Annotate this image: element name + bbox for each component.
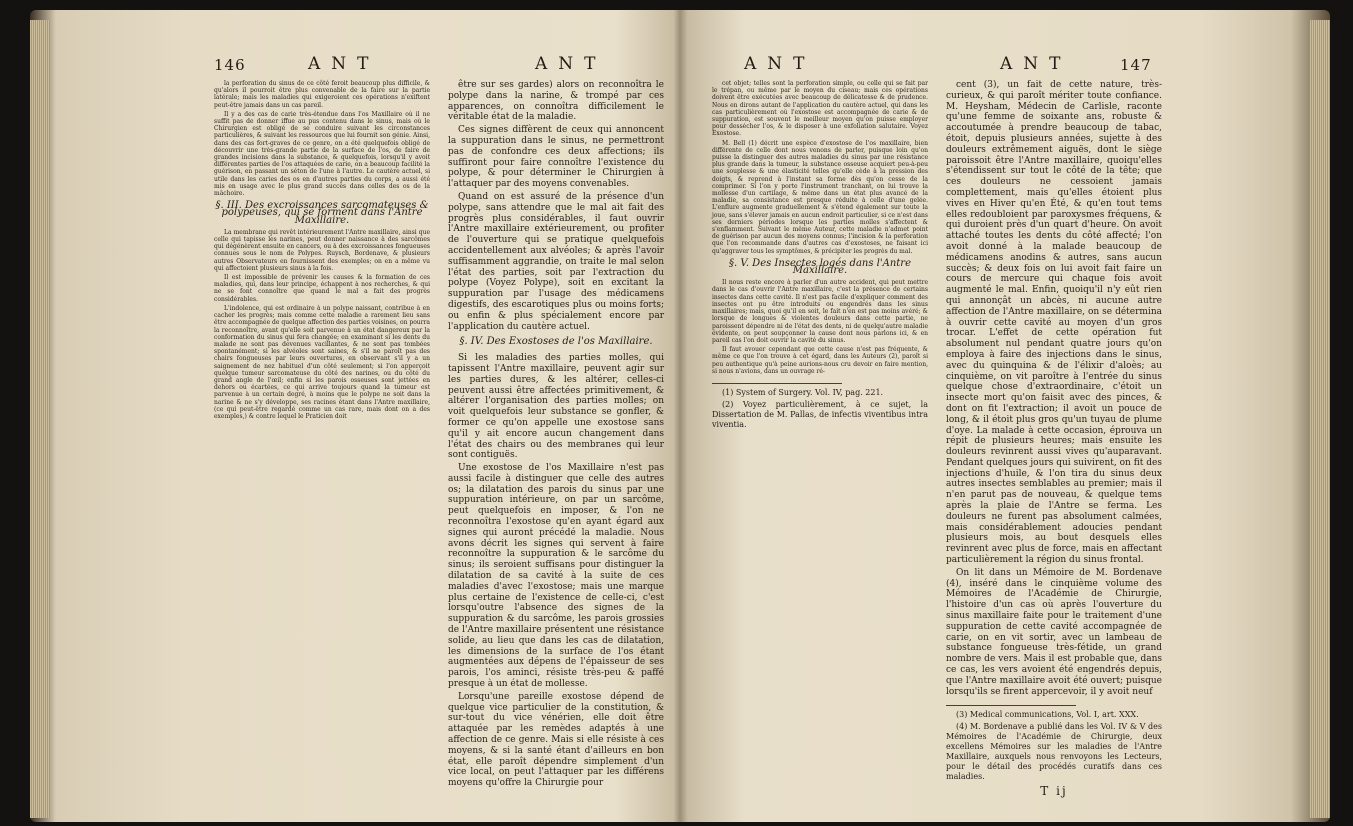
paragraph: Une exostose de l'os Maxillaire n'est pas aussi facile à distinguer que celle des autres os; la dilatation des parois du sinus par une suppuration intérieure, on par un sarcôme, peut quelquefois en imposer, & l'on ne reconnoîtra l'exostose qu'en ayant égard aux signes qui auront précédé la maladie. Nous avons décrit les signes qui servent à faire reconnoître la suppuration & le sarcôme du sinus; ils seroient suffisans pour distinguer la dilatation de sa cavité à la suite de ces maladies d'avec l'exostose; mais une marque plus certaine de l'existence de celle-ci, c'est lorsqu'outre l'absence des signes de la suppuration & du sarcôme, les parois grossies de l'Antre maxillaire présentent une résistance solide, au lieu que dans les cas de dilatation, les dimensions de la surface de l'os étant augmentées aux dépens de l'épaisseur de ses parois, l'os aminci, résiste très-peu & paffé presque à un état de mollesse. <box>448 463 664 690</box>
right-column-1 <box>712 80 928 797</box>
right-column-2 <box>946 80 1162 797</box>
paragraph: M. Bell (1) décrit une espèce d'exostose de l'os maxillaire, bien différente de celle dont nous venons de parler, puisque loin qu'on puisse la distinguer des autres maladies du sinus par une résistance plus grande dans la tumeur, la substance osseuse acquiert peu-à-peu une souplesse & une élasticité telles qu'elle cède à la pression des doigts, & reprend à l'instant sa forme dès qu'on cesse de la comprimer. Si l'on y porte l'instrument tranchant, on lui trouve la mollesse d'un cartilage, & même dans un état plus avancé de la maladie, sa consistance est presque réduite à celle d'une gelée. L'enflure augmente graduellement & s'étend également sur toute la joue, sans s'élever jamais en aucun endroit particulier, si ce n'est dans ses derniers périodes lorsque les parties molles s'affectent & s'enflamment. Suivant le même Auteur, cette maladie n'admet point de guérison par aucun des moyens connus; l'incision & la perforation que l'on recommande dans d'autres cas d'exostoses, ne faisant ici qu'aggraver tous les symptômes, & précipiter les progrès du mal. <box>712 139 928 255</box>
book-spread <box>30 10 1330 822</box>
left-running-head-2: ANT <box>535 54 607 74</box>
paragraph: Quand on est assuré de la présence d'un polype, sans attendre que le mal ait fait des progrès plus considérables, il faut ouvrir l'Antre maxillaire extérieurement, ou profiter de l'ouverture qui se pratique quelquefois accidentellement aux alvéoles; & après l'avoir suffisamment aggrandie, on traite le mal selon l'état des parties, soit par l'extraction du polype (Voyez Polype), soit en excitant la suppuration par l'usage des médicamens digestifs, des escarotiques plus ou moins forts; ou enfin & plus spécialement encore par l'application du cautère actuel. <box>448 191 664 332</box>
footnote: (1) System of Surgery. Vol. IV, pag. 221. <box>722 387 884 397</box>
section-heading: §. IV. Des Exostoses de l'os Maxillaire. <box>459 336 653 348</box>
right-column-1-footnotes <box>712 388 928 430</box>
paragraph: être sur ses gardes) alors on reconnoîtra le polype dans la narine, & trompé par ces apparences, on connoîtra difficilement le véritable état de la maladie. <box>448 80 664 123</box>
footnote-rule <box>946 705 1076 706</box>
paragraph: Il est impossible de prévenir les causes & la formation de ces maladies, qui, dans leur principe, échappent à nos recherches, & qui ne se font connoître que quand le mal a fait des progrès considérables. <box>214 274 430 303</box>
left-column-2 <box>448 80 664 791</box>
right-page-number: 147 <box>1120 56 1152 74</box>
left-columns <box>214 80 664 791</box>
right-column-2-body <box>946 80 1162 697</box>
footnote: (2) Voyez particulièrement, à ce sujet, la Dissertation de M. Pallas, de infectis viventibus intra viventia. <box>712 399 928 429</box>
right-column-2-footnotes <box>946 710 1162 782</box>
section-heading: §. III. Des excroissances sarcomateuses & polypeuses, qui se forment dans l'Antre Maxillaire. <box>215 200 429 226</box>
signature-mark: T ij <box>1040 784 1068 799</box>
paragraph: On lit dans un Mémoire de M. Bordenave (4), inséré dans le cinquième volume des Mémoires de l'Académie de Chirurgie, l'histoire d'un cas où après l'ouverture du sinus maxillaire faite pour le traitement d'une suppuration de cette cavité accompagnée de carie, on en vit sortir, avec un lambeau de substance fongueuse très-fétide, un grand nombre de vers. Mais il est probable que, dans ce cas, les vers avoient été engendrés depuis, que l'Antre maxillaire avoit été ouvert; puisque lorsqu'ils se firent appercevoir, il y avoit neuf <box>946 567 1162 697</box>
footnote-rule <box>712 383 842 384</box>
paragraph: L'indolence, qui est ordinaire à un polype naissant, contribue à en cacher les progrès; mais comme cette maladie a rarement lieu sans être accompagnée de quelque affection des parties voisines, on pourra la reconnoître, avant qu'elle soit parvenue à un état dangereux par la conformation du sinus qui fera changée; en examinant si les dents du malade ne sont pas devenues vacillantes, & ne sont pas tombées spontanément; si les alvéoles sont saines, & s'il ne paroît pas des chairs fongueuses par leurs ouvertures, en observant s'il y a un saignement de nez habituel d'un côté seulement; si l'on apperçoit quelque tumeur sarcomateuse du côté des narines, ou du côté du grand angle de l'œil; enfin si les parois osseuses sont jettées en dehors ou écartées, ce qui arrive toujours quand la tumeur est parvenue à un certain degré, à moins que le polype ne soit dans la narine & ne s'y développe, ses racines étant dans l'Antre maxillaire, (ce qui peut-être regardé comme un cas rare, mais dont on a des exemples,) & contre lequel le Praticien doit <box>214 304 430 420</box>
paragraph: Il y a des cas de carie très-étendue dans l'os Maxillaire où il ne suffit pas de donner iffue au pus contenu dans le sinus, mais où le Chirurgien est obligé de se conduire suivant les circonstances particulières, & suivant les ressources que lui fournit son génie. Ainsi, dans des cas fort-graves de ce genre, on a été quelquefois obligé de découvrir une très-grande partie de la surface de l'os, de faire de grandes incisions dans la substance, & quelquefois, lorsqu'il y avoit différentes parties de l'os attaquées de carie, on a beaucoup facilité la guérison, en passant un séton de l'une à l'autre. Le cautère actuel, si utile dans les caries des os en d'autres parties du corps, a aussi été mis en usage avec le plus grand succès dans celles des os de la mâchoire. <box>214 110 430 198</box>
left-page-number: 146 <box>214 56 246 74</box>
right-running-head: ANT <box>744 54 816 74</box>
left-column-1 <box>214 80 430 791</box>
paragraph: Lorsqu'une pareille exostose dépend de quelque vice particulier de la constitution, & sur-tout du vice vénérien, elle doit être attaquée par les remèdes adaptés à une affection de ce genre. Mais si elle résiste à ces moyens, & si la santé étant d'ailleurs en bon état, elle paroît dépendre simplement d'un vice local, on peut l'attaquer par les différens moyens qu'offre la Chirurgie pour <box>448 691 664 789</box>
footnote: (3) Medical communications, Vol. I, art. XXX. <box>956 710 1139 720</box>
paragraph: Il faut avouer cependant que cette cause n'est pas fréquente, & même ce que l'on trouve à cet égard, dans les Auteurs (2), paroît si peu authentique qu'à peine aurions-nous cru devoir en faire mention, si nous n'avions, dans un ouvrage ré- <box>712 346 928 375</box>
right-columns <box>712 80 1162 797</box>
paragraph: Ces signes diffèrent de ceux qui annoncent la suppuration dans le sinus, ne permettront pas de confondre ces deux affections; ils suffiront pour faire connoître l'existence du polype, & pour déterminer le Chirurgien à l'attaquer par des moyens convenables. <box>448 125 664 190</box>
paragraph: Si les maladies des parties molles, qui tapissent l'Antre maxillaire, peuvent agir sur les parties dures, & les altérer, celles-ci peuvent aussi être affectées primitivement, & altérer l'organisation des parties molles; on voit quelquefois leur substance se gonfler, & former ce qu'on appelle une exostose sans qu'il y ait encore aucun changement dans l'état des chairs ou des membranes qui leur sont contiguës. <box>448 353 664 461</box>
left-page <box>30 10 680 822</box>
footnote: (4) M. Bordenave a publié dans les Vol. IV & V des Mémoires de l'Académie de Chirurgie, deux excellens Mémoires sur les maladies de l'Antre Maxillaire, auxquels nous renvoyons les Lecteurs, pour le détail des procédés curatifs dans ces maladies. <box>946 722 1162 782</box>
paragraph: cent (3), un fait de cette nature, très-curieux, & qui paroît mériter toute confiance. M. Heysham, Médecin de Carlisle, raconte qu'une femme de soixante ans, robuste & accoutumée à prendre beaucoup de tabac, étoit, depuis plusieurs années, sujette à des douleurs extrêmement aiguës, dont le siège paroissoit être l'Antre maxillaire, quoiqu'elles s'étendissent sur tout le côté de la tête; que ces douleurs ne cessoient jamais complettement, mais qu'elles étoient plus vives en Hiver qu'en Été, & qu'en tout tems elles redoubloient par paroxysmes fréquens, & qui duroient près d'un quart d'heure. On avoit attaché toutes les dents du côté affecté; l'on avoit donné à la malade beaucoup de médicamens anodins & autres, sans aucun succès; & deux fois on lui avoit fait faire un cours de mercure qui chaque fois avoit augmenté le mal. Enfin, quoiqu'il n'y eût rien qui annonçât un abcès, ni aucune autre affection de l'Antre maxillaire, on se détermina à ouvrir cette cavité au moyen d'un gros trocar. L'effet de cette opération fut absolument nul pendant quatre jours qu'on employa à faire des injections dans le sinus, avec du quinquina & de l'élixir d'aloès; au cinquième, on vit paroître à l'entrée du sinus quelque chose d'extraordinaire, c'étoit un insecte mort qu'on faisit avec des pinces, & dont on fit l'extraction; il avoit un pouce de long, & il étoit plus gros qu'un tuyau de plume d'oye. La malade à cette occasion, éprouva un répit de plusieurs heures; mais ensuite les douleurs revinrent aussi vives qu'auparavant. Pendant quelques jours qui suivirent, on fit des injections d'huile, & l'on tira du sinus deux autres insectes semblables au premier; mais il n'en parut pas de nouveau, & quelque tems après la plaie de l'Antre se ferma. Les douleurs ne furent pas absolument calmées, mais considérablement adoucies pendant plusieurs mois, au bout desquels elles revinrent avec plus de force, mais en affectant particulièrement la région du sinus frontal. <box>946 80 1162 566</box>
left-running-head: ANT <box>308 54 380 74</box>
right-page <box>680 10 1330 822</box>
right-running-head-2: ANT <box>1000 54 1072 74</box>
paragraph: Il nous reste encore à parler d'un autre accident, qui peut mettre dans le cas d'ouvrir l'Antre maxillaire, c'est la présence de certains insectes dans cette cavité. Il n'est pas facile d'expliquer comment des insectes ont pu être introduits ou engendrés dans les sinus maxillaires; mais, quoi qu'il en soit, le fait n'en est pas moins avéré; & lorsque de longues & violentes douleurs dans cette partie, ne paroissent dépendre ni de l'état des dents, ni de quelqu'autre maladie évidente, on peut soupçonner la cause dont nous parlons ici, & en pareil cas l'on doit ouvrir la cavité du sinus. <box>712 279 928 344</box>
paragraph: La membrane qui revêt intérieurement l'Antre maxillaire, ainsi que celle qui tapisse les narines, peut donner naissance à des sarcômes qui dégénèrent ensuite en cancers, ou à des excroissances fongueuses connues sous le nom de Polypes. Ruysch, Bordenave, & plusieurs autres Observateurs en fournissent des exemples; on en a même vu qui affectoient plusieurs sinus à la fois. <box>214 228 430 272</box>
paragraph: cet objet; telles sont la perforation simple, ou celle qui se fait par le trépan, ou même par le moyen du ciseau; mais ces opérations doivent être exécutées avec beaucoup de délicatesse & de prudence. Nous en dirons autant de l'application du cautère actuel, qui dans les cas particulièrement où l'exostose est accompagnée de carie & de suppuration, est souvent le meilleur moyen qu'on puisse employer pour dessécher l'os, & le disposer à une exfoliation salutaire. Voyez Exostose. <box>712 80 928 138</box>
right-column-1-body <box>712 80 928 375</box>
section-heading: §. V. Des Insectes logés dans l'Antre Maxillaire. <box>728 257 911 277</box>
paragraph: la perforation du sinus de ce côté feroit beaucoup plus difficile, & qu'alors il pourroit être plus convenable de la faire sur la partie latérale; mais les maladies qui exigeroient ces opérations n'exiftent peut-être jamais dans un cas pareil. <box>214 80 430 109</box>
